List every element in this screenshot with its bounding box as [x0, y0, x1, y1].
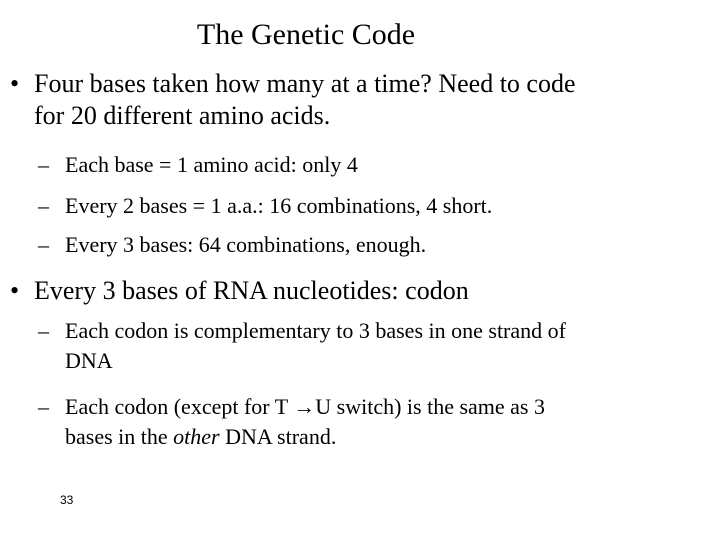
bullet-item: [10, 68, 720, 134]
arrow-icon: →: [293, 394, 316, 419]
sub-bullet-text: [65, 392, 715, 452]
sub-bullet-text: [65, 316, 715, 376]
sub-bullet-text: Every 3 bases: 64 combinations, enough.: [65, 232, 427, 257]
text-run: U switch) is the same as 3: [315, 394, 545, 419]
slide-title: The Genetic Code: [196, 18, 416, 51]
bullet-marker: •: [10, 69, 20, 98]
sub-bullet-item: [38, 191, 708, 221]
sub-bullet-text-line: [65, 392, 715, 422]
sub-bullet-item: [38, 230, 708, 260]
emphasis-text: other: [173, 424, 220, 449]
text-run: bases in the: [65, 424, 174, 449]
bullet-text: Every 3 bases of RNA nucleotides: codon: [34, 276, 469, 305]
text-run: DNA strand.: [219, 424, 337, 449]
sub-bullet-item: [38, 316, 708, 376]
sub-bullet-item: [38, 392, 708, 452]
bullet-text-line: Four bases taken how many at a time? Need to code: [34, 69, 576, 98]
sub-bullet-marker: –: [38, 152, 49, 177]
sub-bullet-text-line: [65, 422, 715, 452]
bullet-text-line: for 20 different amino acids.: [34, 101, 331, 130]
bullet-marker: •: [10, 276, 20, 305]
sub-bullet-marker: –: [38, 318, 49, 343]
sub-bullet-marker: –: [38, 394, 49, 419]
sub-bullet-text-line: DNA: [65, 348, 113, 373]
sub-bullet-text: Every 2 bases = 1 a.a.: 16 combinations, 4 short.: [65, 193, 493, 218]
page-number: 33: [60, 493, 74, 507]
sub-bullet-marker: –: [38, 232, 49, 257]
sub-bullet-text: Each base = 1 amino acid: only 4: [65, 152, 358, 177]
bullet-item: [10, 275, 720, 309]
sub-bullet-item: [38, 150, 708, 180]
text-run: Each codon (except for T: [65, 394, 294, 419]
sub-bullet-text-line: Each codon is complementary to 3 bases in one strand of: [65, 318, 566, 343]
bullet-text: [34, 68, 714, 132]
sub-bullet-marker: –: [38, 193, 49, 218]
